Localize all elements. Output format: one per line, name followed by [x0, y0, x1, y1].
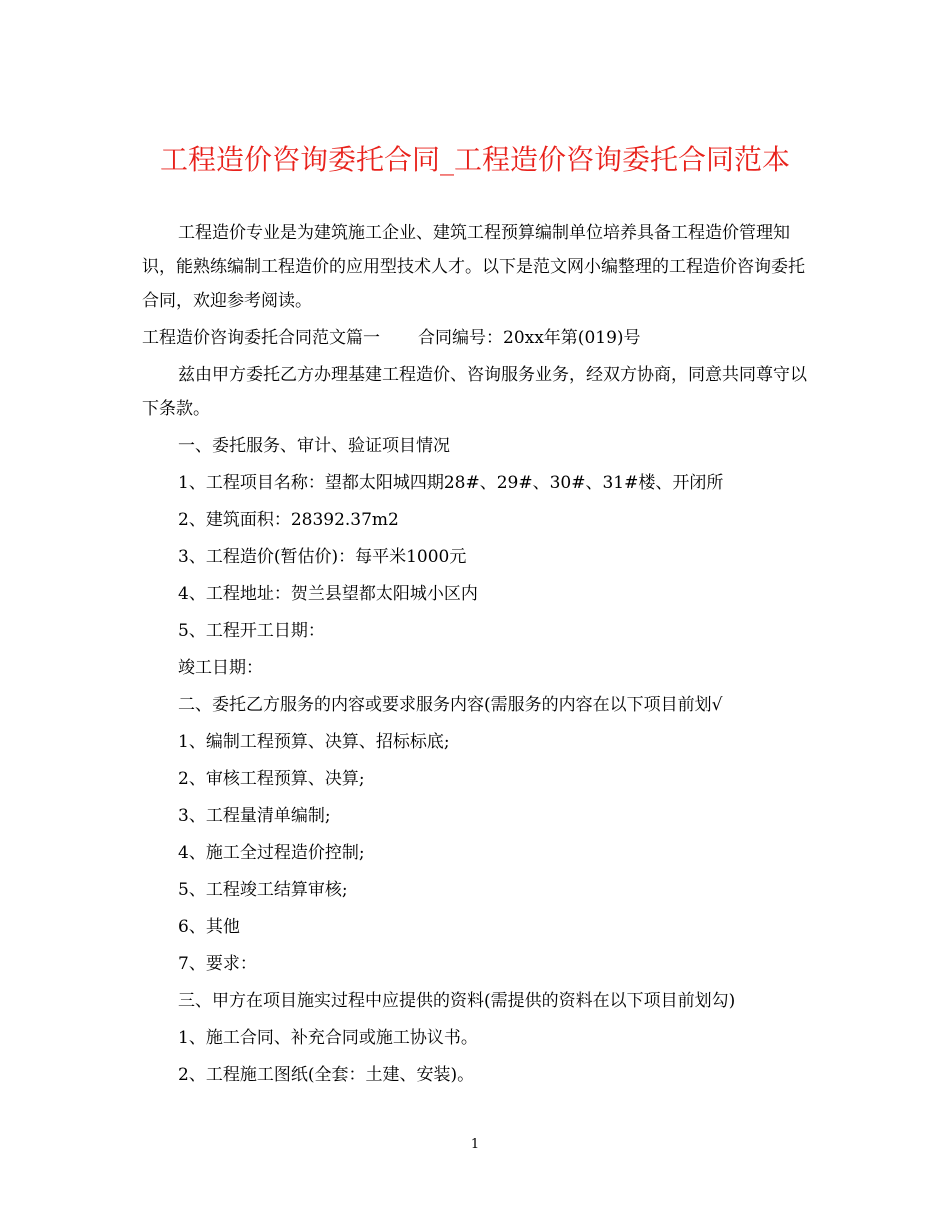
clause-paragraph: 4、工程地址：贺兰县望都太阳城小区内: [178, 584, 478, 604]
section-heading: 工程造价咨询委托合同范文篇一: [142, 328, 380, 348]
clause-paragraph: 7、要求：: [178, 954, 257, 974]
clause-paragraph: 5、工程竣工结算审核;: [178, 880, 348, 900]
contract-number: 合同编号：20xx年第(019)号: [418, 328, 641, 348]
document-body: [142, 216, 810, 1095]
clause-paragraph: 3、工程量清单编制;: [178, 806, 331, 826]
clause-paragraph: 2、建筑面积：28392.37m2: [178, 510, 399, 530]
clause-paragraph: 1、工程项目名称：望都太阳城四期28#、29#、30#、31#楼、开闭所: [178, 473, 724, 493]
clause-paragraph: 3、工程造价(暂估价)：每平米1000元: [178, 547, 467, 567]
clause-paragraph: 二、委托乙方服务的内容或要求服务内容(需服务的内容在以下项目前划√: [178, 695, 723, 715]
clause-paragraph: 2、工程施工图纸(全套：土建、安装)。: [178, 1065, 475, 1085]
clause-paragraph: 1、施工合同、补充合同或施工协议书。: [178, 1028, 478, 1048]
clause-paragraph: 三、甲方在项目施实过程中应提供的资料(需提供的资料在以下项目前划勾): [178, 991, 736, 1011]
clause-paragraph: 一、委托服务、审计、验证项目情况: [178, 436, 450, 456]
intro-paragraph: 工程造价专业是为建筑施工企业、建筑工程预算编制单位培养具备工程造价管理知识，能熟练编制工程造价的应用型技术人才。以下是范文网小编整理的工程造价咨询委托合同，欢迎参考阅读。: [142, 223, 805, 311]
document-title: 工程造价咨询委托合同_工程造价咨询委托合同范本: [159, 143, 790, 176]
section-heading-line: [142, 321, 810, 355]
clause-paragraph: 4、施工全过程造价控制;: [178, 843, 365, 863]
preamble-paragraph: 兹由甲方委托乙方办理基建工程造价、咨询服务业务，经双方协商，同意共同尊守以下条款。: [142, 365, 807, 419]
clause-paragraph: 1、编制工程预算、决算、招标标底;: [178, 732, 450, 752]
clause-paragraph: 2、审核工程预算、决算;: [178, 769, 365, 789]
clause-paragraph: 5、工程开工日期：: [178, 621, 325, 641]
clause-paragraph: 竣工日期：: [178, 658, 263, 678]
page-number: 1: [470, 1137, 480, 1152]
clause-paragraph: 6、其他: [178, 917, 240, 937]
